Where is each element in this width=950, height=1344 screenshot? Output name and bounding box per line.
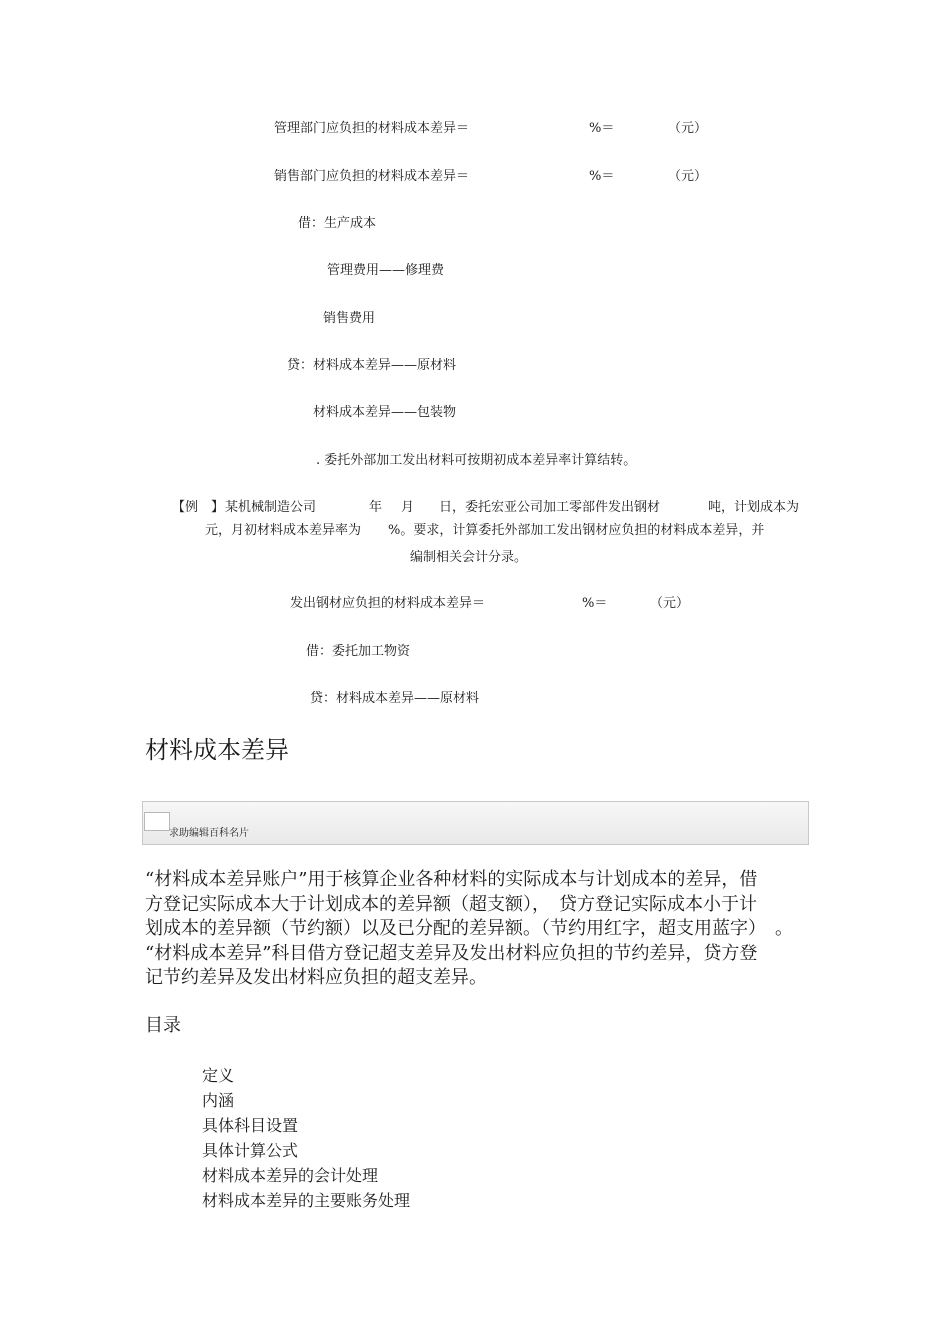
toc-link-formula[interactable]: 具体计算公式 [202, 1141, 299, 1160]
formula-steel-label: 发出钢材应负担的材料成本差异＝ [290, 596, 486, 611]
toc-link-definition[interactable]: 定义 [202, 1066, 235, 1085]
example-year: 年 [369, 500, 383, 515]
intro-line: 记节约差异及发出材料应负担的超支差异。 [145, 967, 487, 988]
entry-debit-sales: 销售费用 [323, 311, 376, 326]
entry-debit-admin: 管理费用——修理费 [327, 263, 445, 278]
entry-credit-raw-material: 贷：材料成本差异——原材料 [310, 691, 480, 706]
toc-link-accounting[interactable]: 材料成本差异的会计处理 [202, 1166, 379, 1185]
entry-debit-production: 借：生产成本 [298, 216, 377, 231]
example-line3: 编制相关会计分录。 [410, 550, 528, 565]
example-month: 月 [401, 500, 415, 515]
example-ton-text: 吨，计划成本为 [708, 500, 800, 515]
formula-steel-pct: %＝ [582, 596, 608, 611]
toc-heading: 目录 [145, 1015, 181, 1036]
toc-link-account-setup[interactable]: 具体科目设置 [202, 1116, 299, 1135]
article-title: 材料成本差异 [145, 736, 289, 764]
intro-line: 划成本的差异额（节约额）以及已分配的差异额。（节约用红字，超支用蓝字） 。 [145, 918, 793, 939]
toolbar-image-placeholder [144, 812, 170, 831]
formula-sales-pct: %＝ [589, 169, 615, 184]
formula-steel-unit: （元） [650, 596, 690, 611]
intro-line: “材料成本差异账户”用于核算企业各种材料的实际成本与计划成本的差异，借 [145, 869, 758, 890]
formula-admin-label: 管理部门应负担的材料成本差异＝ [274, 121, 470, 136]
article-intro-paragraph [145, 868, 815, 991]
entry-credit-packaging: 材料成本差异——包装物 [313, 405, 457, 420]
example-tag: 【例 】 [172, 500, 225, 515]
entry-debit-processing: 借：委托加工物资 [306, 644, 411, 659]
example-line2b: %。要求，计算委托外部加工发出钢材应负担的材料成本差异，并 [388, 523, 765, 538]
intro-line: “材料成本差异”科目借方登记超支差异及发出材料应负担的节约差异，贷方登 [145, 942, 758, 964]
entry-credit-raw: 贷：材料成本差异——原材料 [287, 358, 457, 373]
formula-admin-pct: %＝ [589, 121, 615, 136]
note-outsourced: . 委托外部加工发出材料可按期初成本差异率计算结转。 [316, 453, 637, 468]
formula-sales-label: 销售部门应负担的材料成本差异＝ [274, 169, 470, 184]
toolbar-help-edit-link[interactable]: 求助编辑百科名片 [169, 828, 249, 839]
article-toolbar [142, 801, 809, 845]
example-line2a: 元，月初材料成本差异率为 [205, 523, 362, 538]
formula-admin-unit: （元） [668, 121, 708, 136]
intro-line: 方登记实际成本大于计划成本的差异额（超支额）， 贷方登记实际成本小于计 [145, 893, 757, 915]
toc-link-connotation[interactable]: 内涵 [202, 1091, 235, 1110]
formula-sales-unit: （元） [668, 169, 708, 184]
toc-link-main-treatment[interactable]: 材料成本差异的主要账务处理 [202, 1191, 411, 1210]
example-day-text: 日，委托宏亚公司加工零部件发出钢材 [439, 500, 661, 515]
example-company: 某机械制造公司 [225, 500, 317, 515]
